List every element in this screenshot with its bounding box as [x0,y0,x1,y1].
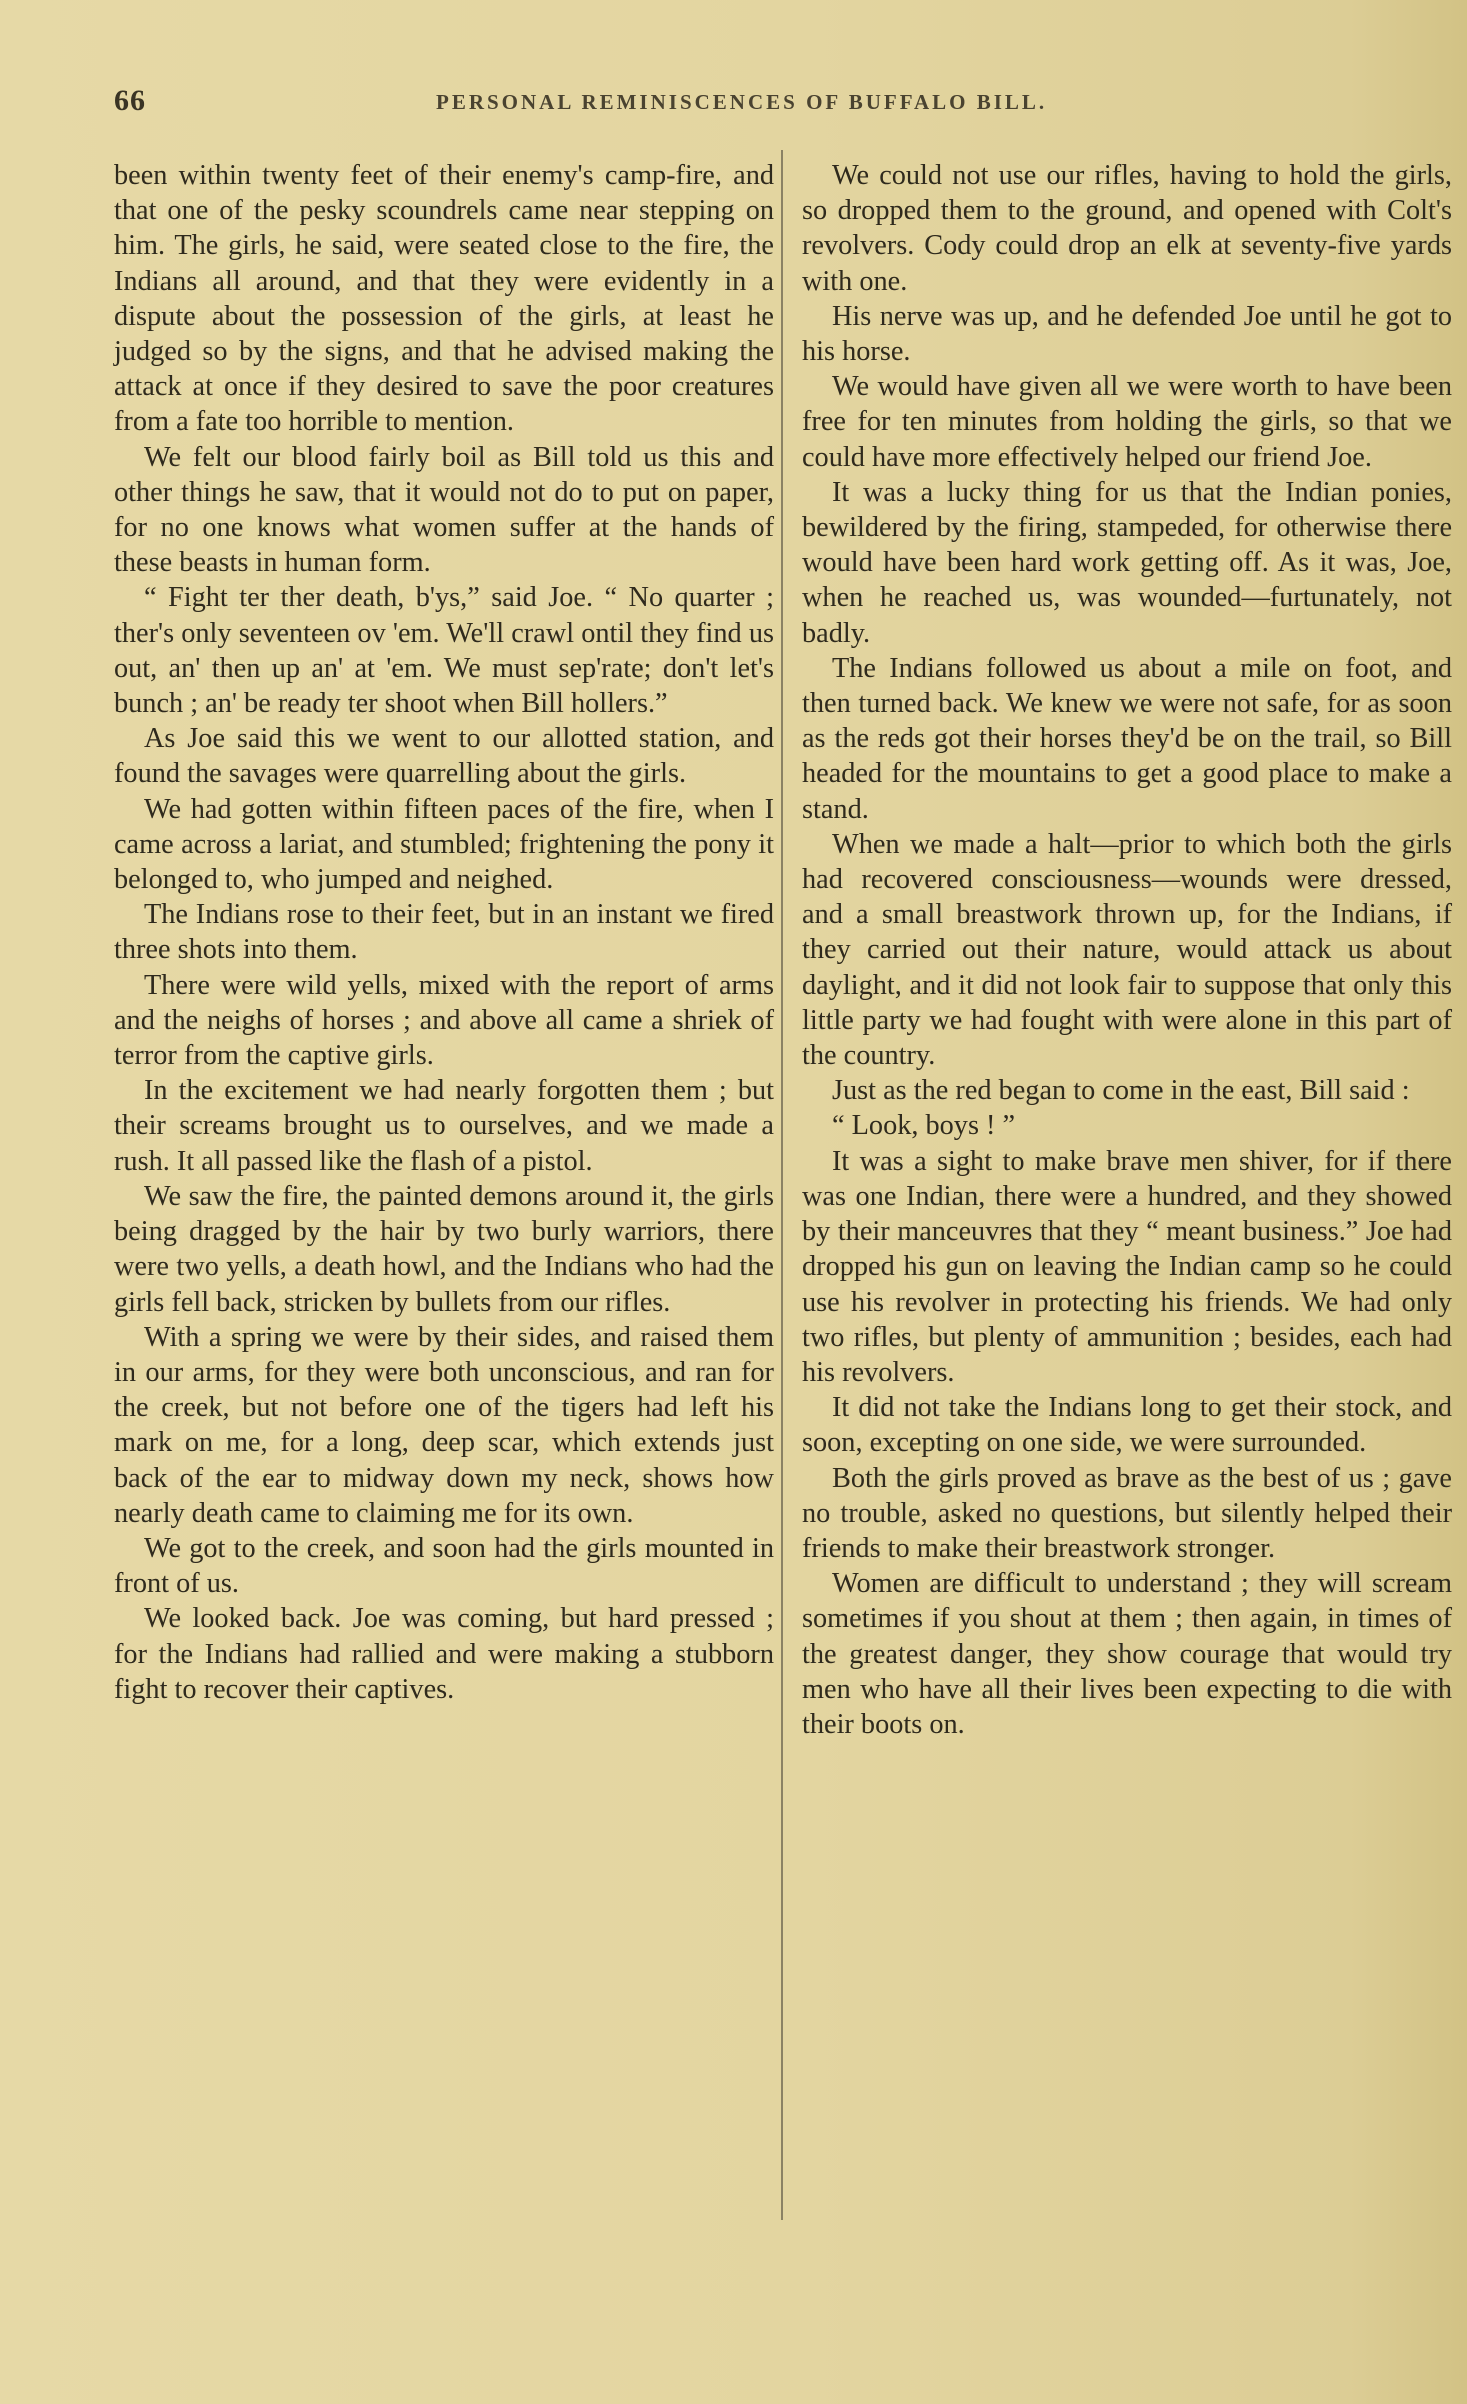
paragraph: With a spring we were by their sides, and raised them in our arms, for they were both unconscious, and ran for the creek, but not before one of the tigers had left his mark on me, for a long, deep scar, which extends just back of the ear to midway down my neck, shows how nearly death came to claiming me for its own. [114,1321,774,1529]
paragraph: We saw the fire, the painted demons around it, the girls being dragged by the hair by two burly warriors, there were two yells, a death howl, and the Indians who had the girls fell back, stricken by bullets from our rifles. [114,1180,774,1318]
paragraph: It did not take the Indians long to get their stock, and soon, excepting on one side, we were surrounded. [802,1392,1452,1459]
paragraph: We could not use our rifles, having to hold the girls, so dropped them to the ground, and opened with Colt's revolvers. Cody could drop an elk at seventy-five yards with one. [802,160,1452,297]
paragraph: It was a sight to make brave men shiver, for if there was one Indian, there were a hundred, and they showed by their manceuvres that they “ meant business.” Joe had dropped his gun on leaving the Indian camp so he could use his revolver in protecting his friends. We had only two rifles, but plenty of ammunition ; besides, each had his revolvers. [802,1145,1452,1388]
paragraph: been within twenty feet of their enemy's camp-fire, and that one of the pesky scoundrels came near stepping on him. The girls, he said, were seated close to the fire, the Indians all around, and that they were evidently in a dispute about the possession of the girls, at least he judged so by the signs, and that he advised making the attack at once if they desired to save the poor creatures from a fate too horrible to mention. [114,160,774,438]
page-header [114,84,1434,124]
paragraph: The Indians followed us about a mile on foot, and then turned back. We knew we were not safe, for as soon as the reds got their horses they'd be on the trail, so Bill headed for the mountains to get a good place to make a stand. [802,652,1452,825]
paragraph: We got to the creek, and soon had the girls mounted in front of us. [114,1532,774,1600]
paragraph: When we made a halt—prior to which both the girls had recovered consciousness—wounds were dressed, and a small breastwork thrown up, for the Indians, if they carried out their nature, would attack us about daylight, and it did not look fair to suppose that only this little party we had fought with were alone in this part of the country. [802,828,1452,1072]
paragraph: “ Fight ter ther death, b'ys,” said Joe. “ No quarter ; ther's only seventeen ov 'em. We'll crawl ontil they find us out, an' then up an' at 'em. We must sep'rate; don't let's bunch ; an' be ready ter shoot when Bill hollers.” [114,582,774,720]
left-column [114,158,774,1707]
paragraph: The Indians rose to their feet, but in an instant we fired three shots into them. [114,899,774,966]
paragraph: Women are difficult to understand ; they will scream sometimes if you shout at them ; then again, in times of the greatest danger, they show courage that would try men who have all their lives been expecting to die with their boots on. [802,1568,1452,1740]
paragraph: His nerve was up, and he defended Joe until he got to his horse. [802,300,1452,368]
paragraph: We felt our blood fairly boil as Bill told us this and other things he saw, that it would not do to put on paper, for no one knows what women suffer at the hands of these beasts in human form. [114,441,774,579]
column-divider [781,150,783,2220]
paragraph: There were wild yells, mixed with the report of arms and the neighs of horses ; and above all came a shriek of terror from the captive girls. [114,969,774,1072]
paragraph: We would have given all we were worth to have been free for ten minutes from holding the girls, so that we could have more effectively helped our friend Joe. [802,371,1452,473]
paragraph: We looked back. Joe was coming, but hard pressed ; for the Indians had rallied and were making a stubborn fight to recover their captives. [114,1603,774,1705]
paragraph: We had gotten within fifteen paces of the fire, when I came across a lariat, and stumbled; frightening the pony it belonged to, who jumped and neighed. [114,793,774,896]
page-number: 66 [114,84,146,117]
paragraph: It was a lucky thing for us that the Indian ponies, bewildered by the firing, stampeded, for otherwise there would have been hard work getting off. As it was, Joe, when he reached us, was wounded—furtunately, not badly. [802,476,1452,649]
paragraph: As Joe said this we went to our allotted station, and found the savages were quarrelling about the girls. [114,723,774,790]
running-title: PERSONAL REMINISCENCES OF BUFFALO BILL. [436,90,1048,114]
right-column [802,158,1452,1742]
paragraph: In the excitement we had nearly forgotten them ; but their screams brought us to ourselves, and we made a rush. It all passed like the flash of a pistol. [114,1075,774,1177]
paragraph: Both the girls proved as brave as the best of us ; gave no trouble, asked no questions, but silently helped their friends to make their breastwork stronger. [802,1462,1452,1564]
paragraph: “ Look, boys ! ” [832,1110,1016,1142]
paragraph: Just as the red began to come in the east, Bill said : [832,1075,1410,1107]
